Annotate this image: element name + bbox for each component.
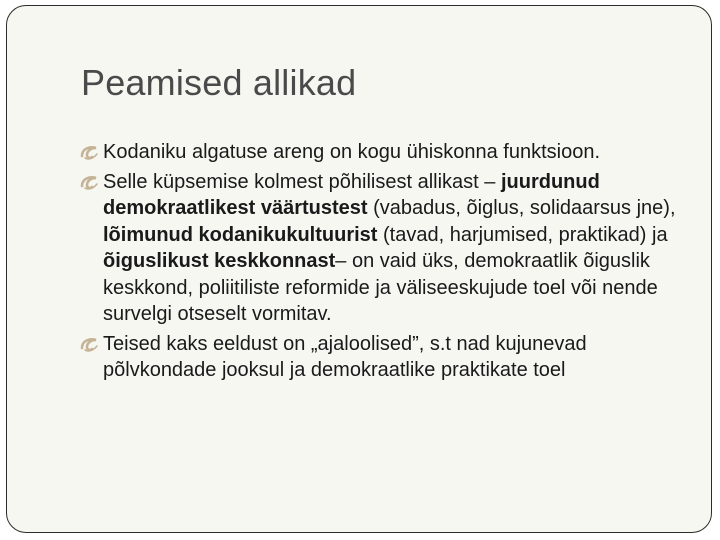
scroll-bullet-shape [79, 169, 101, 195]
slide-title: Peamised allikad [81, 62, 357, 103]
bullet-text-emphasis: lõimunud kodanikukultuurist [103, 223, 378, 246]
scroll-bullet-shape [79, 139, 101, 165]
bullet-item [79, 139, 679, 166]
bullet-text-emphasis: juurdunud demokraatlikest väärtustest [103, 170, 600, 219]
slide-frame [6, 5, 712, 533]
bullet-text-segment: – on vaid üks, demokraatlik õiguslik keskkond, poliitiliste reformide ja väliseeskujude toel või nende survelgi otseselt vormitav. [103, 250, 658, 325]
bullet-text-segment: (tavad, harjumised, praktikad) ja [377, 223, 668, 246]
scroll-bullet-icon [79, 169, 101, 195]
bullet-text-emphasis: õiguslikust keskkonnast [103, 250, 336, 272]
scroll-bullet-icon [79, 331, 101, 357]
bullet-item [79, 169, 679, 328]
bullet-text [103, 141, 600, 163]
bullet-text-segment: Selle küpsemise kolmest põhilisest allikast – [103, 170, 501, 193]
bullet-list [79, 139, 679, 387]
scroll-bullet-icon [79, 139, 101, 165]
bullet-text-segment: Kodaniku algatuse areng on kogu ühiskonna funktsioon. [103, 141, 601, 163]
bullet-text [103, 171, 676, 326]
bullet-item [79, 331, 679, 384]
bullet-text-segment: (vabadus, õiglus, solidaarsus jne), [367, 197, 676, 219]
scroll-bullet-shape [79, 331, 101, 357]
bullet-text-segment: Teised kaks eeldust on „ajaloolised”, s.t nad kujunevad põlvkondade jooksul ja demokraatlike praktikate toel [103, 332, 587, 381]
bullet-text [103, 333, 587, 382]
